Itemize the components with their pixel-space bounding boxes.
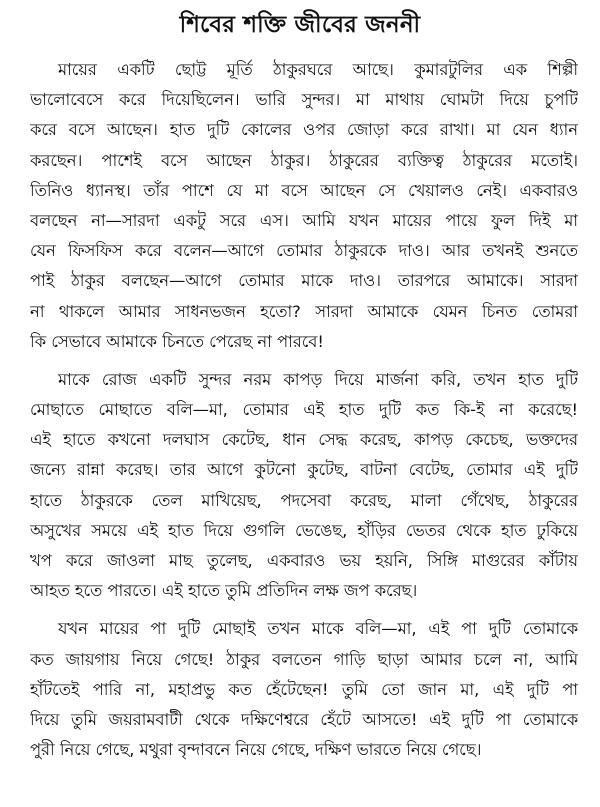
text-line: না থাকলে আমার সাধনভজন হতো? সারদা আমাকে যেমন চিনত তোমরা [30,301,578,321]
text-line: পুরী নিয়ে গেছে, মথুরা বৃন্দাবনে নিয়ে গেছে, দক্ষিণ ভারতে নিয়ে গেছে। [30,740,482,760]
text-line: পাই ঠাকুর বলছেন—আগে তোমার মাকে দাও। তারপরে আমাকে। সারদা [30,271,578,291]
text-line: মোছাতে মোছাতে বলি—মা, তোমার এই হাত দুটি কত কি-ই না করেছে! [30,400,578,420]
paragraph-gap [30,357,578,365]
paragraph-gap [30,606,578,614]
document-body [30,55,578,765]
text-line: খপ করে জাওলা মাছ তুলেছ, একবারও ভয় হয়নি, সিঙ্গি মাগুরের কাঁটায় [30,551,578,570]
text-line: হাতে ঠাকুরকে তেল মাখিয়েছ, পদসেবা করেছ, মালা গেঁথেছ, ঠাকুরের [30,490,578,510]
text-line: তিনিও ধ্যানস্থ। তাঁর পাশে যে মা বসে আছেন সে খেয়ালও নেই। একবারও [30,180,578,200]
text-line: জন্যে রান্না করেছ। তার আগে কুটনো কুটেছ, বাটনা বেটেছ, তোমার এই দুটি [30,460,578,480]
paragraph-3 [30,614,578,765]
text-line: এই হাতে কখনো দলঘাস কেটেছ, ধান সেদ্ধ করেছ, কাপড় কেচেছ, ভক্তদের [30,430,578,450]
text-line: মাকে রোজ একটি সুন্দর নরম কাপড় দিয়ে মার্জনা করি, তখন হাত দুটি [58,369,578,389]
text-line: অসুখের সময়ে এই হাত দিয়ে গুগলি ভেঙেছ, হাঁড়ির ভেতর থেকে হাত ঢুকিয়ে [30,520,578,540]
paragraph-2 [30,365,578,607]
document-title: শিবের শক্তি জীবের জননী [179,12,421,38]
text-line: মায়ের একটি ছোট্ট মূর্তি ঠাকুরঘরে আছে। কুমারটুলির এক শিল্পী [58,60,578,79]
text-line: যখন মায়ের পা দুটি মোছাই তখন মাকে বলি—মা, এই পা দুটি তোমাকে [58,619,578,639]
text-line: আহত হতে পারতে। এই হাতে তুমি প্রতিদিন লক্ষ জপ করেছ। [30,581,418,601]
paragraph-1 [30,55,578,357]
text-line: বলছেন না—সারদা একটু সরে এস। আমি যখন মায়ের পায়ে ফুল দিই মা [30,210,578,230]
text-line: কি সেভাবে আমাকে চিনতে পেরেছ না পারবে! [30,331,324,351]
text-line: দিয়ে তুমি জয়রামবাটী থেকে দক্ষিণেশ্বরে হেঁটে আসতে! এই দুটি পা তোমাকে [30,709,578,729]
text-line: যেন ফিসফিস করে বলেন—আগে তোমার ঠাকুরকে দাও। আর তখনই শুনতে [30,241,578,261]
text-line: করে বসে আছেন। হাত দুটি কোলের ওপর জোড়া করে রাখা। মা যেন ধ্যান [30,120,578,140]
text-line: কত জায়গায় নিয়ে গেছে! ঠাকুর বলতেন গাড়ি ছাড়া আমার চলে না, আমি [30,649,578,669]
text-line: করছেন। পাশেই বসে আছেন ঠাকুর। ঠাকুরের ব্যক্তিত্ব ঠাকুরের মতোই। [30,150,578,170]
text-line: ভালোবেসে করে দিয়েছিলেন। ভারি সুন্দর। মা মাথায় ঘোমটা দিয়ে চুপটি [30,90,578,110]
text-line: হাঁটতেই পারি না, মহাপ্রভু কত হেঁটেছেন! তুমি তো জান মা, এই দুটি পা [30,679,578,699]
